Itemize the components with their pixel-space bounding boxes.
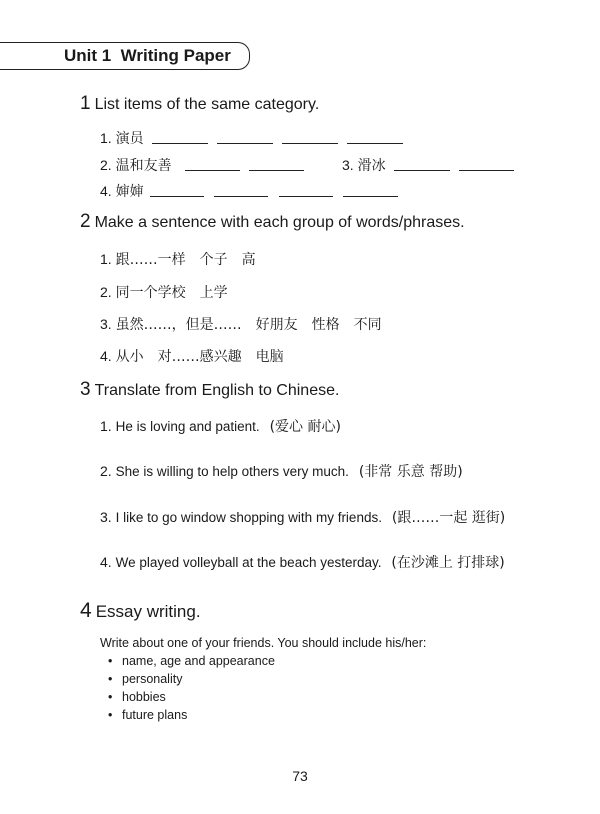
phrase-words: 虽然……，但是…… 好朋友 性格 不同 [115, 317, 382, 333]
bullet-icon: • [108, 708, 113, 722]
english-sentence: We played volleyball at the beach yesterday. [115, 555, 382, 570]
item-word: 婶婶 [115, 184, 144, 200]
list-item-1 [100, 128, 144, 148]
item-number: 1. [100, 418, 112, 434]
item-number: 3. [100, 509, 112, 525]
page-number: 73 [292, 768, 308, 784]
section-2-title: Make a sentence with each group of words/phrases. [94, 214, 465, 231]
chinese-hint: (跟……一起 逛街) [391, 510, 506, 526]
list-item [108, 708, 275, 726]
chinese-hint: (非常 乐意 帮助) [358, 464, 463, 480]
section-1-title: List items of the same category. [94, 96, 320, 113]
chinese-hint: (在沙滩上 打排球) [391, 555, 505, 571]
translation-item-2 [100, 461, 463, 481]
translation-item-4 [100, 552, 505, 572]
section-4-title: Essay writing. [95, 602, 201, 621]
list-item-2 [100, 155, 172, 175]
answer-line[interactable] [279, 184, 333, 197]
unit-title: Unit 1 Writing Paper [64, 46, 231, 65]
phrase-group-3 [100, 314, 382, 334]
section-1-heading [80, 93, 319, 115]
item-word: 演员 [115, 131, 144, 147]
bullet-text: hobbies [122, 690, 166, 704]
item-number: 1. [100, 251, 112, 267]
answer-line[interactable] [282, 131, 338, 144]
chinese-hint: (爱心 耐心) [269, 419, 341, 435]
answer-line[interactable] [185, 158, 240, 171]
item-number: 4. [100, 554, 112, 570]
list-item-3 [342, 155, 386, 175]
answer-line[interactable] [217, 131, 273, 144]
item-word: 滑冰 [357, 158, 386, 174]
item-word: 温和友善 [115, 158, 172, 174]
english-sentence: I like to go window shopping with my friends. [115, 510, 382, 525]
answer-line[interactable] [394, 158, 450, 171]
answer-line[interactable] [150, 184, 204, 197]
phrase-group-2 [100, 282, 228, 302]
section-3-title: Translate from English to Chinese. [94, 382, 340, 399]
translation-item-1 [100, 416, 341, 436]
phrase-group-1 [100, 249, 256, 269]
phrase-words: 跟……一样 个子 高 [115, 252, 256, 268]
essay-bullet-list [108, 654, 275, 726]
list-item [108, 672, 275, 690]
answer-line[interactable] [214, 184, 268, 197]
item-number: 2. [100, 284, 112, 300]
phrase-words: 同一个学校 上学 [115, 285, 228, 301]
item-number: 1. [100, 130, 112, 146]
translation-item-3 [100, 507, 505, 527]
bullet-text: future plans [122, 708, 188, 722]
bullet-text: name, age and appearance [122, 654, 275, 668]
bullet-text: personality [122, 672, 183, 686]
english-sentence: He is loving and patient. [115, 419, 260, 434]
item-number: 4. [100, 183, 112, 199]
answer-line[interactable] [459, 158, 514, 171]
item-number: 2. [100, 157, 112, 173]
phrase-words: 从小 对……感兴趣 电脑 [115, 349, 284, 365]
bullet-icon: • [108, 690, 113, 704]
section-4-heading [80, 599, 201, 623]
answer-line[interactable] [249, 158, 304, 171]
bullet-icon: • [108, 672, 113, 686]
item-number: 2. [100, 463, 112, 479]
phrase-group-4 [100, 346, 284, 366]
answer-line[interactable] [343, 184, 398, 197]
essay-prompt: Write about one of your friends. You should include his/her: [100, 636, 427, 650]
list-item [108, 654, 275, 672]
section-2-number: 2 [80, 211, 91, 232]
item-number: 4. [100, 348, 112, 364]
section-1-number: 1 [80, 93, 91, 114]
list-item [108, 690, 275, 708]
section-4-number: 4 [80, 599, 92, 622]
bullet-icon: • [108, 654, 113, 668]
item-number: 3. [342, 157, 354, 173]
section-2-heading [80, 211, 465, 233]
item-number: 3. [100, 316, 112, 332]
answer-line[interactable] [347, 131, 403, 144]
english-sentence: She is willing to help others very much. [115, 464, 349, 479]
section-3-number: 3 [80, 379, 91, 400]
list-item-4 [100, 181, 144, 201]
answer-line[interactable] [152, 131, 208, 144]
section-3-heading [80, 379, 339, 401]
